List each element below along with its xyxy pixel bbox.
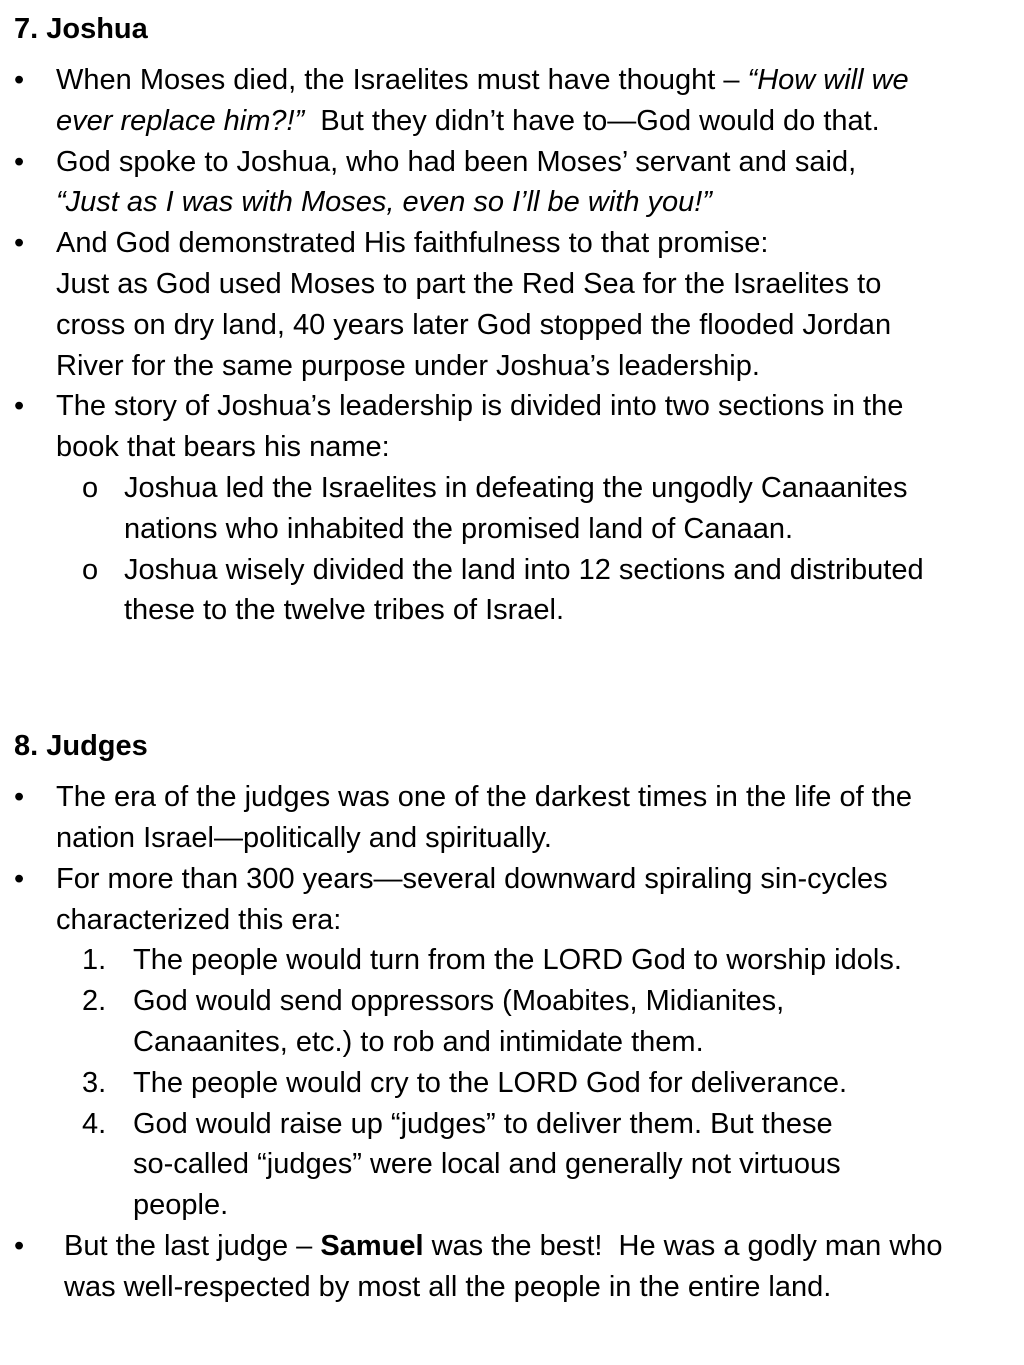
text-line: • For more than 300 years—several downward spiraling sin-cycles <box>56 862 888 895</box>
text-line: • The era of the judges was one of the darkest times in the life of the <box>56 781 912 814</box>
text-line: book that bears his name: <box>56 431 390 464</box>
bullet-item <box>14 1226 996 1308</box>
text-line: Canaanites, etc.) to rob and intimidate them. <box>133 1025 704 1058</box>
text-line: people. <box>133 1189 229 1222</box>
text-line: God would raise up “judges” to deliver them. But these <box>133 1107 833 1140</box>
numbered-item <box>82 981 996 1063</box>
text-line <box>64 1226 996 1267</box>
text-line: cross on dry land, 40 years later God stopped the flooded Jordan <box>56 308 892 341</box>
text-line: The people would cry to the LORD God for deliverance. <box>133 1066 848 1099</box>
text-line: nation Israel—politically and spiritually. <box>56 821 552 854</box>
sub-bullet-list <box>56 468 996 631</box>
numbered-list <box>56 940 996 1226</box>
numbered-item <box>82 1063 996 1104</box>
quote-text: “Just as I was with Moses, even so I’ll be with you!” <box>56 186 712 219</box>
text-line: o Joshua led the Israelites in defeating the ungodly Canaanites <box>124 471 908 504</box>
bullet-item <box>14 777 996 859</box>
section-heading-joshua: 7. Joshua <box>14 13 148 45</box>
text-line: • The story of Joshua’s leadership is divided into two sections in the <box>56 390 904 423</box>
sub-bullet-item <box>82 468 996 550</box>
text-line: nations who inhabited the promised land of Canaan. <box>124 512 794 545</box>
text-line: • And God demonstrated His faithfulness to that promise: <box>56 227 769 260</box>
item-number: 4. <box>82 1107 107 1140</box>
item-number: 1. <box>82 944 107 977</box>
text-line: The people would turn from the LORD God to worship idols. <box>133 944 902 977</box>
bold-name: Samuel <box>320 1229 424 1262</box>
text-line: was well-respected by most all the people in the entire land. <box>64 1270 832 1303</box>
text-line: so-called “judges” were local and generally not virtuous <box>133 1148 841 1181</box>
numbered-item <box>82 940 996 981</box>
item-number: 3. <box>82 1066 107 1099</box>
text-line: these to the twelve tribes of Israel. <box>124 594 565 627</box>
bullet-item <box>14 142 996 224</box>
bullet-item <box>14 386 996 631</box>
text-run: When Moses died, the Israelites must have thought – <box>56 64 748 96</box>
text-line: God would send oppressors (Moabites, Midianites, <box>133 985 785 1018</box>
bullet-item <box>14 60 996 142</box>
section-spacer <box>14 631 996 727</box>
joshua-bullet-list <box>14 60 996 631</box>
quote-text: “How will we <box>747 64 909 96</box>
quote-text: ever replace him?!” <box>56 104 305 137</box>
sub-bullet-item <box>82 550 996 632</box>
text-line: Just as God used Moses to part the Red Sea for the Israelites to <box>56 267 882 300</box>
bullet-item <box>14 859 996 1226</box>
text-line: o Joshua wisely divided the land into 12 sections and distributed <box>124 553 924 586</box>
item-number: 2. <box>82 985 107 1018</box>
text-line: characterized this era: <box>56 903 342 936</box>
text-run: was the best! He was a godly man who <box>423 1229 943 1262</box>
numbered-item <box>82 1104 996 1226</box>
text-line: • God spoke to Joshua, who had been Moses’ servant and said, <box>56 145 857 178</box>
section-heading-judges: 8. Judges <box>14 730 148 763</box>
text-run: But they didn’t have to—God would do that. <box>304 104 880 137</box>
text-run: But the last judge – <box>64 1229 321 1262</box>
text-line: River for the same purpose under Joshua’s leadership. <box>56 349 760 382</box>
judges-bullet-list <box>14 777 996 1307</box>
text-line <box>56 101 996 142</box>
bullet-item <box>14 223 996 386</box>
